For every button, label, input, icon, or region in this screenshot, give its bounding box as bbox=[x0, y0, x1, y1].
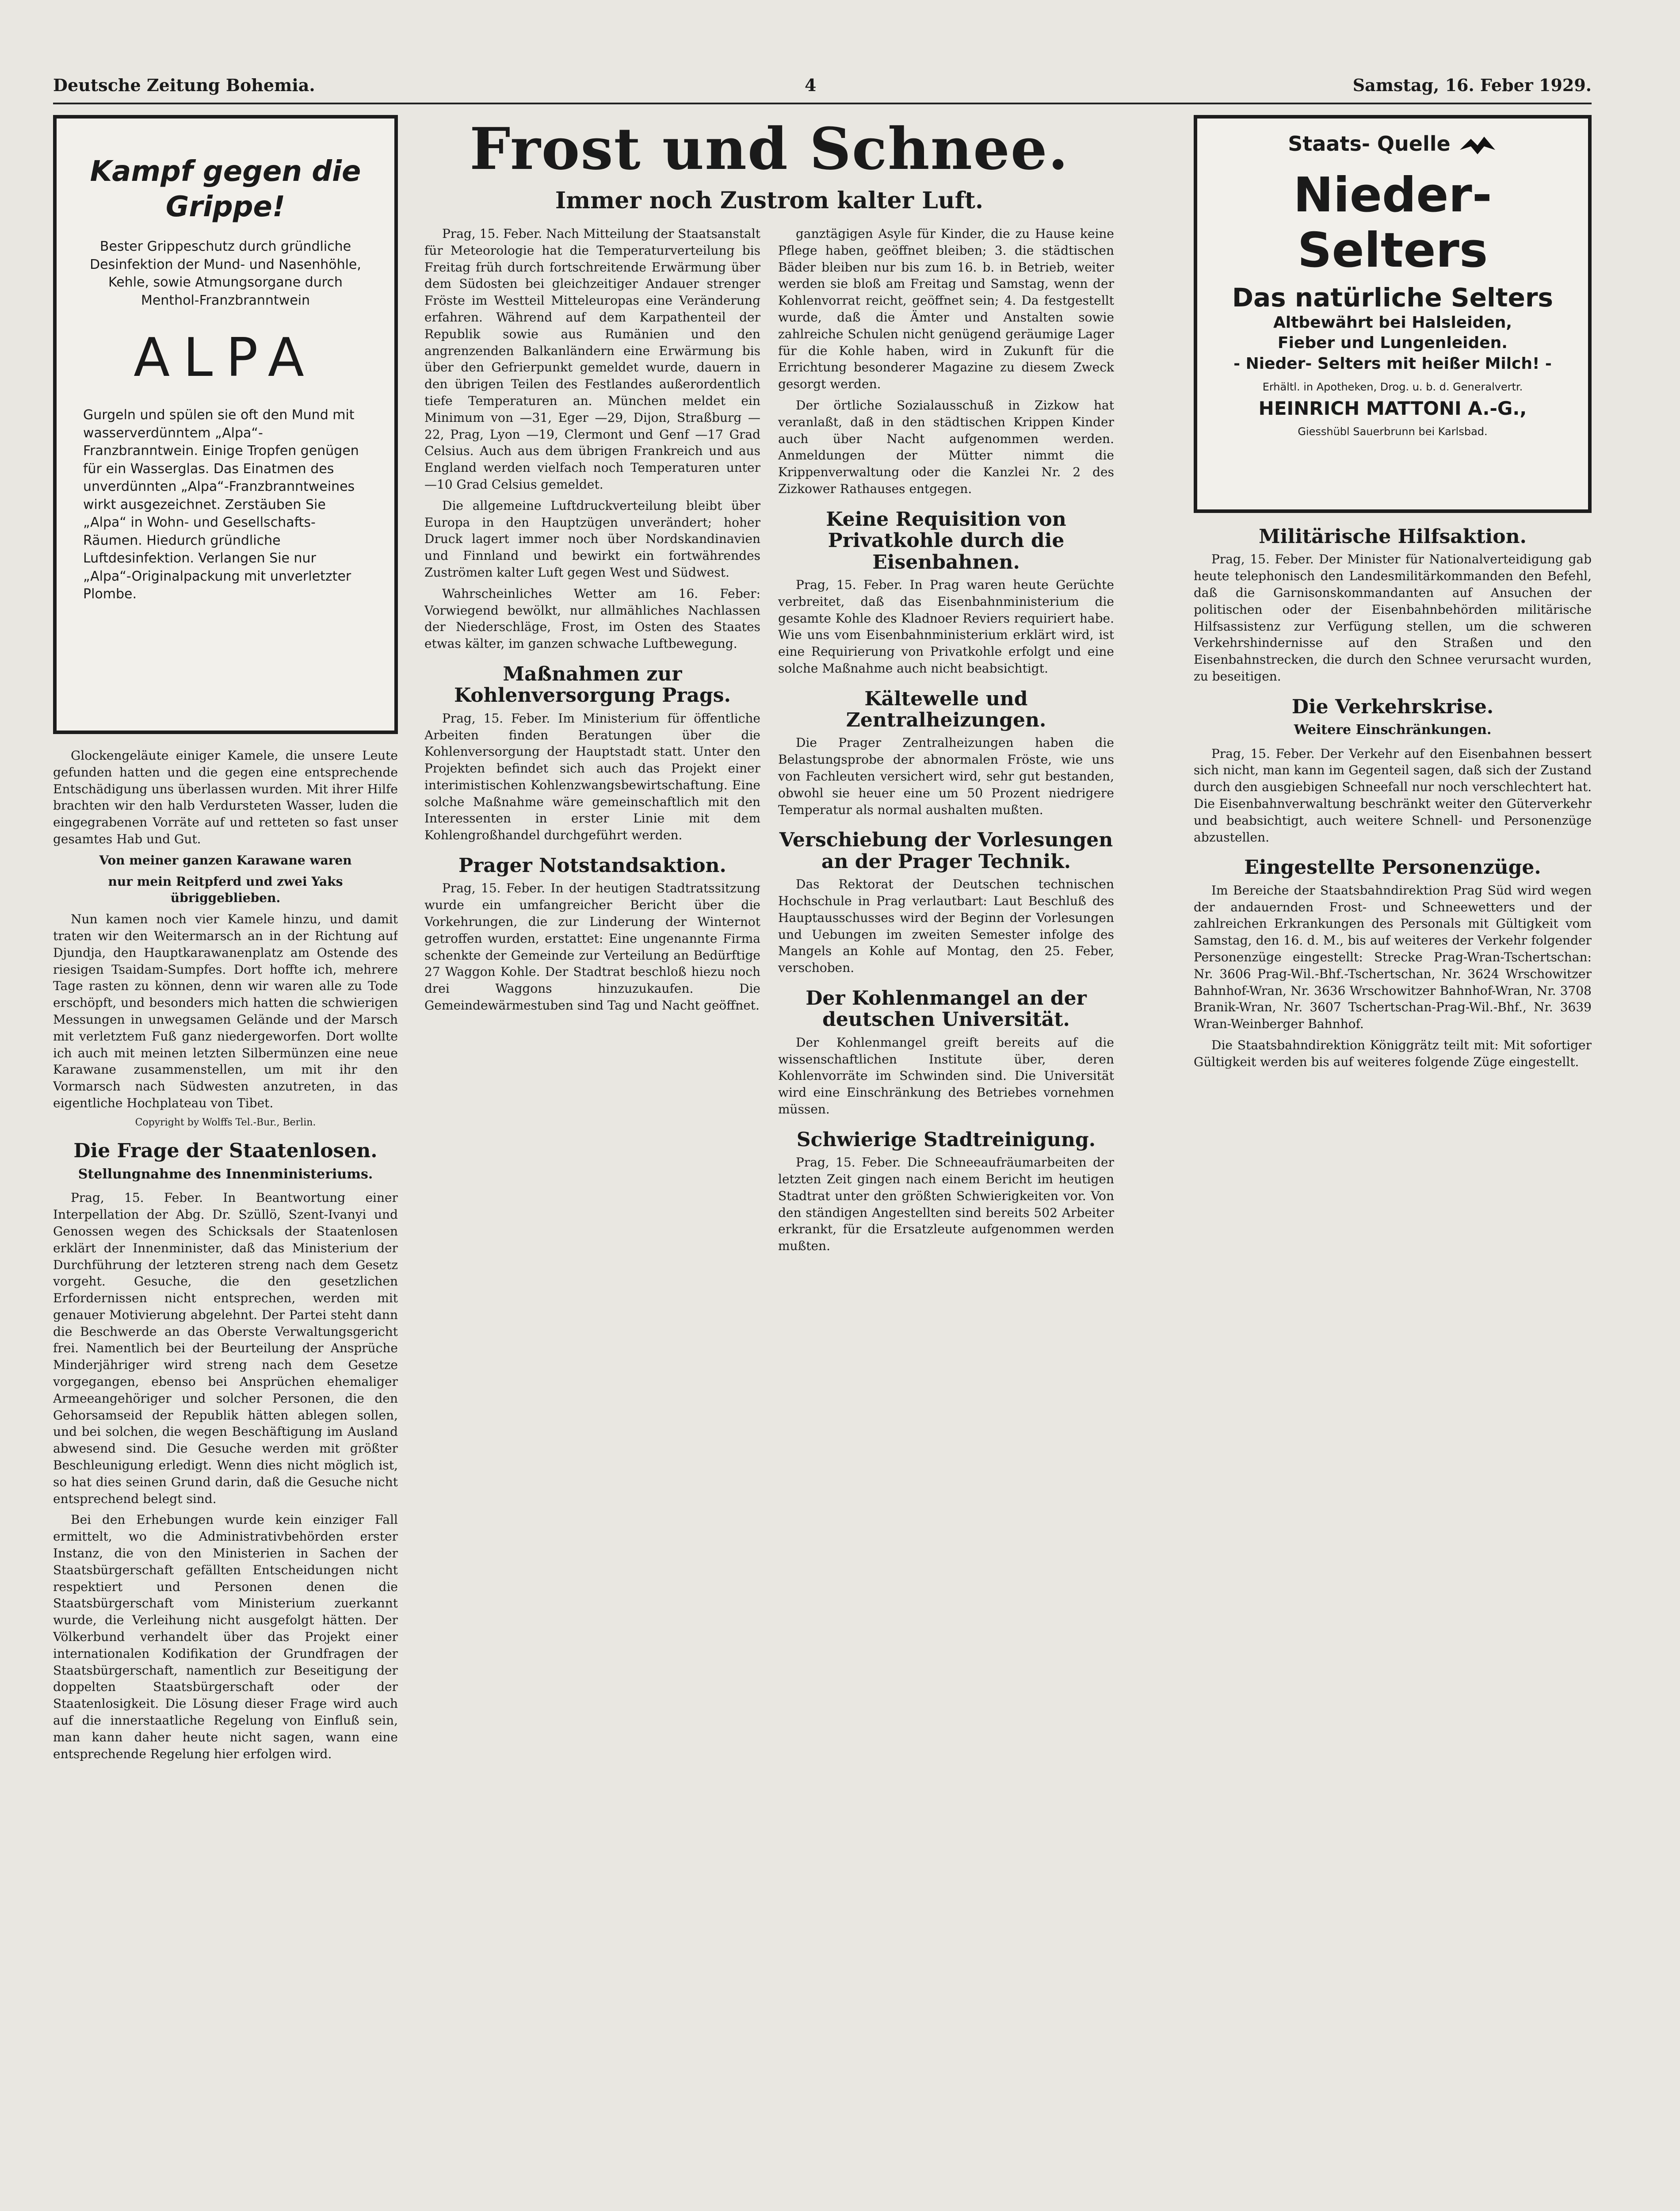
article-paragraph: Prag, 15. Feber. In Beantwortung einer Interpellation der Abg. Dr. Szüllö, Szent-Ivanyi und Genossen wegen des Schicksals der Staatenlosen erklärt der Innenminister, daß das Ministerium der Durchführung der letzteren streng nach dem Gesetz vorgeht. Gesuche, die den gesetzlichen Erfordernissen nicht entsprechen, werden mit genauer Motivierung abgelehnt. Der Partei steht dann die Beschwerde an das Oberste Verwaltungsgericht frei. Namentlich bei der Beurteilung der Ansprüche Minderjähriger wird streng nach dem Gesetze vorgegangen, ebenso bei Ansprüchen ehemaliger Armeeangehöriger und solcher Personen, die den Gehorsamseid der Republik hätten ablegen sollen, und bei solchen, die wegen Beschäftigung im Ausland abwesend sind. Die Gesuche werden mit größter Beschleunigung erledigt. Wenn dies nicht möglich ist, so hat dies seinen Grund darin, daß die Gesuche nicht entsprechend belegt sind. bbox=[53, 1190, 398, 1506]
selters-line-2: Fieber und Lungenleiden. bbox=[1278, 334, 1508, 352]
selters-place: Giesshübl Sauerbrunn bei Karlsbad. bbox=[1298, 425, 1488, 438]
selters-line-1: Altbewährt bei Halsleiden, bbox=[1273, 313, 1512, 332]
issue-date: Samstag, 16. Feber 1929. bbox=[1352, 75, 1592, 95]
headline-hilfsaktion: Militärische Hilfsaktion. bbox=[1259, 525, 1527, 548]
selters-line-3: - Nieder- Selters mit heißer Milch! - bbox=[1233, 355, 1552, 373]
alpa-text-1: Bester Grippeschutz durch gründliche Desinfektion der Mund- und Nasenhöhle, Kehle, sowie Atmungsorgane durch Menthol-Franzbranntwein bbox=[90, 239, 361, 308]
headline-personenzuege: Eingestellte Personenzüge. bbox=[1244, 856, 1541, 879]
article-paragraph: Prag, 15. Feber. Im Ministerium für öffentliche Arbeiten finden Beratungen über die Kohlenversorgung der Hauptstadt statt. Unter den Projekten befindet sich auch das Projekt einer interimistischen Kohlenzwangsbewirtschaftung. Eine solche Maßnahme wäre gemeinschaftlich mit den Interessenten in erster Linie mit dem Kohlengroßhandel durchgeführt werden. bbox=[424, 711, 760, 843]
article-paragraph: Prag, 15. Feber. Nach Mitteilung der Staatsanstalt für Meteorologie hat die Temperaturverteilung bis Freitag früh durch fortschreitende Erwärmung über dem Südosten bei gleichzeitiger Andauer strenger Fröste im Westteil Mitteleuropas eine Veränderung erfahren. Während auf dem Karpathenteil der Republik sowie aus Rumänien und den angrenzenden Balkanländern eine Erwärmung bis über den Gefrierpunkt gemeldet wurde, dauern in den übrigen Teilen des Festlandes außerordentlich tiefe Temperaturen an. München meldet ein Minimum von —31, Eger —29, Dijon, Straßburg —22, Prag, Lyon —19, Clermont und Genf —17 Grad Celsius. Auch aus dem übrigen Frankreich und aus England werden vielfach noch Temperaturen unter —10 Grad Celsius gemeldet. bbox=[424, 226, 760, 492]
page-number: 4 bbox=[805, 75, 817, 95]
article-paragraph: nur mein Reitpferd und zwei Yaks übriggeblieben. bbox=[108, 874, 343, 906]
selters-small: Erhältl. in Apotheken, Drog. u. b. d. Generalvertr. bbox=[1262, 380, 1523, 393]
headline-requisition: Keine Requisition von Privatkohle durch die Eisenbahnen. bbox=[826, 508, 1066, 574]
article-paragraph: ganztägigen Asyle für Kinder, die zu Hause keine Pflege haben, geöffnet bleiben; 3. die städtischen Bäder bleiben nur bis zum 16. b. in Betrieb, weiter werden sie bloß am Freitag und Samstag, wenn der Kohlenvorrat reicht, geöffnet sein; 4. Da festgestellt wurde, daß die Ämter und Anstalten sowie zahlreiche Schulen nicht genügend geräumige Lager für die Kohle haben, wird in Zukunft für die Errichtung besonderer Magazine zu diesem Zweck gesorgt werden. bbox=[778, 226, 1114, 392]
article-paragraph: Prag, 15. Feber. Die Schneeaufräumarbeiten der letzten Zeit gingen nach einem Bericht im heutigen Stadtrat unter den größten Schwierigkeiten vor. Von den ständigen Angestellten sind bereits 502 Arbeiter erkrankt, für die Ersatzleute aufgenommen werden mußten. bbox=[778, 1155, 1114, 1254]
headline-notstandsaktion: Prager Notstandsaktion. bbox=[458, 854, 726, 877]
headline-kohlenversorgung: Maßnahmen zur Kohlenversorgung Prags. bbox=[454, 662, 731, 707]
selters-top-line: Staats- Quelle bbox=[1215, 132, 1570, 159]
article-paragraph: Bei den Erhebungen wurde kein einziger Fall ermittelt, wo die Administrativbehörden erster Instanz, die von den Ministerien in Sachen der Staatsbürgerschaft gefällten Entscheidungen nicht respektiert und Personen denen die Staatsbürgerschaft vom Ministerium zuerkannt wurde, die Verleihung nicht ausgefolgt hätten. Der Völkerbund verhandelt über das Projekt einer internationalen Kodifikation der Grundfragen der Staatsbürgerschaft, namentlich zur Beseitigung der doppelten Staatsbürgerschaft oder der Staatenlosigkeit. Die Lösung dieser Frage wird auch auf die innerstaatliche Regelung von Einfluß sein, man kann daher heute nicht sagen, wann eine entsprechende Regelung hier erfolgen wird. bbox=[53, 1512, 398, 1761]
selters-maker: HEINRICH MATTONI A.-G., bbox=[1258, 397, 1527, 419]
page-header bbox=[53, 75, 1592, 102]
selters-brand: Nieder-Selters bbox=[1293, 167, 1492, 278]
article-paragraph: Prag, 15. Feber. Der Verkehr auf den Eisenbahnen bessert sich nicht, man kann im Gegenteil sagen, daß sich der Zustand durch den ausgiebigen Schneefall nur noch verschlechtert hat. Die Eisenbahnverwaltung beschränkt weiter den Güterverkehr und beabsichtigt, auch weitere Schnell- und Personenzüge abzustellen. bbox=[1194, 746, 1592, 845]
newspaper-page bbox=[53, 75, 1592, 2211]
column-center bbox=[424, 115, 1114, 2211]
alpa-advertisement bbox=[53, 115, 398, 734]
article-paragraph: Die allgemeine Luftdruckverteilung bleibt über Europa in den Hauptzügen unverändert; hoher Druck lagert immer noch über Nordskandinavien und Finnland und bewirkt ein fortwährendes Zuströmen kalter Luft gegen West und Südwest. bbox=[424, 498, 760, 580]
article-paragraph: Der Kohlenmangel greift bereits auf die wissenschaftlichen Institute über, deren Kohlenvorräte im Schwinden sind. Die Universität wird eine Einschränkung des Betriebes vornehmen müssen. bbox=[778, 1035, 1114, 1117]
article-paragraph: Prag, 15. Feber. In der heutigen Stadtratssitzung wurde ein umfangreicher Bericht über die Vorkehrungen, die zur Linderung der Winternot getroffen wurden, erstattet: Eine ungenannte Firma schenkte der Gemeinde zur Verteilung an Bedürftige 27 Waggon Kohle. Der Stadtrat beschloß hiezu noch drei Waggons hinzuzukaufen. Die Gemeindewärmestuben sind Tag und Nacht geöffnet. bbox=[424, 881, 760, 1013]
alpa-brand: ALPA bbox=[134, 327, 317, 389]
article-paragraph: Im Bereiche der Staatsbahndirektion Prag Süd wird wegen der andauernden Frost- und Schneewetters und der zahlreichen Erkrankungen des Personals mit Gültigkeit vom Samstag, den 16. d. M., bis auf weiteres der Verkehr folgender Personenzüge eingestellt: Strecke Prag-Wran-Tschertschan: Nr. 3606 Prag-Wil.-Bhf.-Tschertschan, Nr. 3624 Wrschowitzer Bahnhof-Wran, Nr. 3636 Wrschowitzer Bahnhof-Wran, Nr. 3708 Branik-Wran, Nr. 3607 Tschertschan-Prag-Wil.-Bhf., Nr. 3639 Wran-Weinberger Bahnhof. bbox=[1194, 883, 1592, 1032]
eagle-icon bbox=[1458, 132, 1497, 159]
article-paragraph: Die Prager Zentralheizungen haben die Belastungsprobe der abnormalen Fröste, wie uns von Fachleuten versichert wird, sehr gut bestanden, obwohl sie heuer eine um 50 Prozent niedrigere Temperatur als normal aushalten mußten. bbox=[778, 735, 1114, 817]
selters-subtitle: Das natürliche Selters bbox=[1232, 282, 1554, 313]
alpa-headline: Kampf gegen die Grippe! bbox=[90, 155, 361, 223]
headline-staatenlosen: Die Frage der Staatenlosen. bbox=[73, 1140, 378, 1163]
column-left bbox=[53, 115, 398, 2211]
headline-technik: Verschiebung der Vorlesungen an der Prager Technik. bbox=[779, 829, 1113, 873]
article-paragraph: Der örtliche Sozialausschuß in Zizkow hat veranlaßt, daß in den städtischen Krippen Kinder auch über Nacht aufgenommen werden. Anmeldungen der Mütter nimmt die Krippenverwaltung oder die Kanzlei Nr. 2 des Zizkower Rathauses entgegen. bbox=[778, 398, 1114, 496]
copyright-credit: Copyright by Wolffs Tel.-Bur., Berlin. bbox=[135, 1117, 316, 1128]
article-paragraph: Nun kamen noch vier Kamele hinzu, und damit traten wir den Weitermarsch an in der Richtung auf Djundja, den Hauptkarawanenplatz am Ostende des riesigen Tsaidam-Sumpfes. Dort hoffte ich, mehrere Tage rasten zu können, denn wir waren alle zu Tode erschöpft, und besonders mich hatten die schwierigen Messungen in unwegsamen Gelände und der Marsch mit verletztem Fuß ganz niedergeworfen. Dort wollte ich auch mit meinen letzten Silbermünzen eine neue Karawane zusammenstellen, um mit ihr den Vormarsch nach Südwesten anzutreten, in das eigentliche Hochplateau von Tibet. bbox=[53, 912, 398, 1110]
subhead-staatenlosen: Stellungnahme des Innenministeriums. bbox=[78, 1166, 373, 1182]
main-subheadline: Immer noch Zustrom kalter Luft. bbox=[555, 187, 984, 214]
header-rule bbox=[53, 103, 1592, 104]
headline-kaeltewelle: Kältewelle und Zentralheizungen. bbox=[846, 687, 1046, 732]
article-paragraph: Das Rektorat der Deutschen technischen Hochschule in Prag verlautbart: Laut Beschluß des Hauptausschusses wird der Beginn der Vorlesungen und Uebungen im zweiten Semester infolge des Mangels an Kohle auf Montag, den 25. Feber, verschoben. bbox=[778, 877, 1114, 975]
article-paragraph: Von meiner ganzen Karawane waren bbox=[99, 853, 352, 868]
selters-advertisement bbox=[1194, 115, 1592, 513]
newspaper-name: Deutsche Zeitung Bohemia. bbox=[53, 75, 315, 95]
alpa-text-2: Gurgeln und spülen sie oft den Mund mit wasserverdünntem „Alpa“-Franzbranntwein. Einige Tropfen genügen für ein Wasserglas. Das Einatmen des unverdünnten „Alpa“-Franzbranntweines wirkt ausgezeichnet. Zerstäuben Sie „Alpa“ in Wohn- und Gesellschafts-Räumen. Hiedurch gründliche Luftdesinfektion. Verlangen Sie nur „Alpa“-Originalpackung mit unverletzter Plombe. bbox=[83, 407, 359, 602]
article-paragraph: Prag, 15. Feber. Der Minister für Nationalverteidigung gab heute telephonisch den Landesmilitärkommanden den Befehl, daß die Garnisonskommandanten auf Ansuchen der politischen oder der Eisenbahnbehörden militärische Hilfsassistenz zur Verfügung stellen, um die schweren Verkehrshindernisse auf den Straßen und den Eisenbahnstrecken, die durch den Schnee verursacht wurden, zu beseitigen. bbox=[1194, 552, 1592, 684]
center-left-subcolumn bbox=[424, 226, 760, 1259]
main-headline: Frost und Schnee. bbox=[470, 115, 1069, 183]
article-paragraph: Wahrscheinliches Wetter am 16. Feber: Vorwiegend bewölkt, nur allmähliches Nachlassen der Niederschläge, Frost, im Osten des Staates etwas kälter, im ganzen schwache Luftbewegung. bbox=[424, 586, 760, 651]
article-paragraph: Die Staatsbahndirektion Königgrätz teilt mit: Mit sofortiger Gültigkeit werden bis auf weiteres folgende Züge eingestellt. bbox=[1194, 1038, 1592, 1069]
column-right bbox=[1194, 115, 1592, 2211]
center-right-subcolumn bbox=[778, 226, 1114, 1259]
subhead-verkehrskrise: Weitere Einschränkungen. bbox=[1294, 722, 1492, 738]
article-paragraph: Glockengeläute einiger Kamele, die unsere Leute gefunden hatten und die gegen eine entsprechende Entschädigung uns überlassen wurden. Mit ihrer Hilfe brachten wir den halb Verdursteten Wasser, luden die eingegrabenen Vorräte auf und retteten so fast unser gesamtes Hab und Gut. bbox=[53, 748, 398, 846]
article-paragraph: Prag, 15. Feber. In Prag waren heute Gerüchte verbreitet, daß das Eisenbahnministerium die gesamte Kohle des Kladnoer Reviers requiriert habe. Wie uns vom Eisenbahnministerium erklärt wird, ist eine Requirierung von Privatkohle erfolgt und eine solche Maßnahme auch nicht beabsichtigt. bbox=[778, 577, 1114, 676]
headline-verkehrskrise: Die Verkehrskrise. bbox=[1291, 695, 1494, 718]
headline-universitaet: Der Kohlenmangel an der deutschen Universität. bbox=[806, 987, 1087, 1031]
headline-stadtreinigung: Schwierige Stadtreinigung. bbox=[796, 1128, 1096, 1151]
